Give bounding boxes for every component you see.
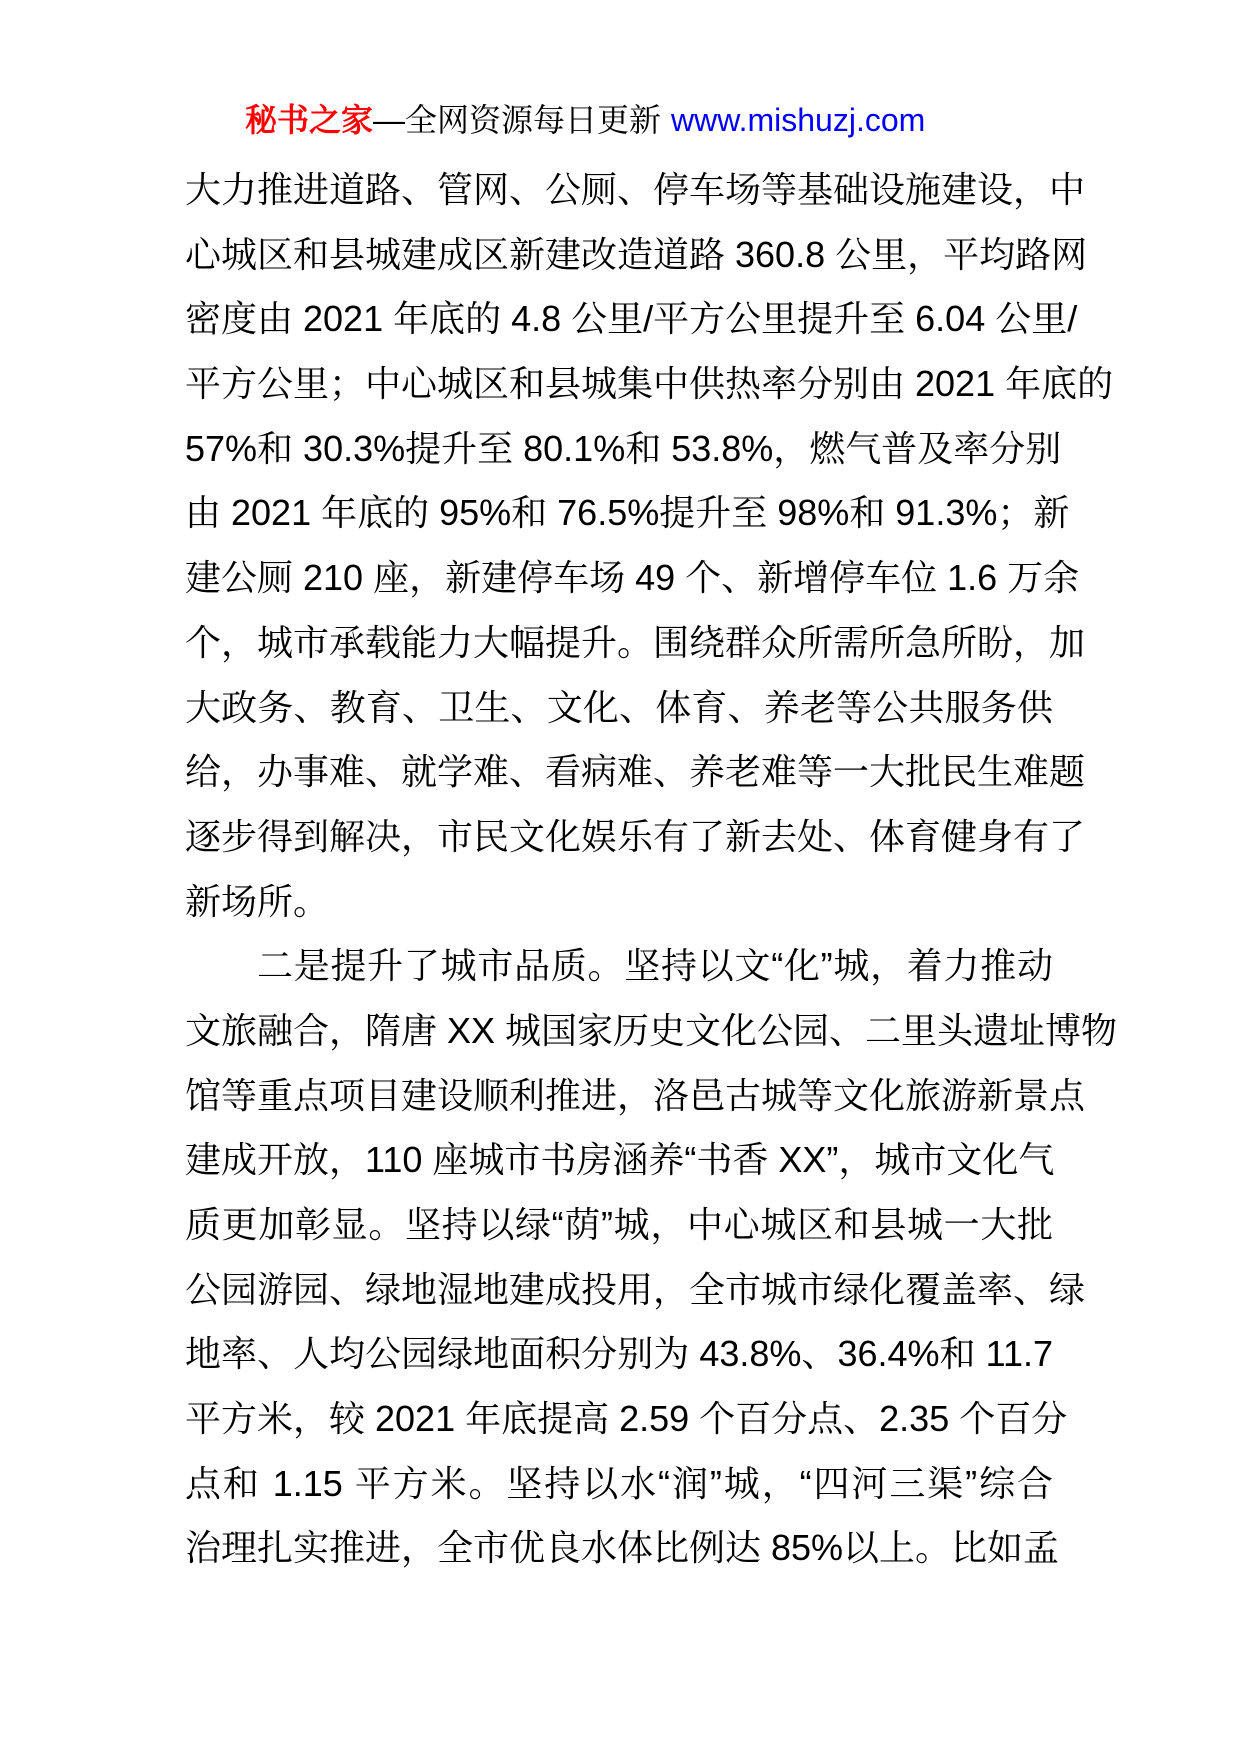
- text-line: 个，城市承载能力大幅提升。围绕群众所需所急所盼，加: [185, 621, 1086, 663]
- text-line: 质更加彰显。坚持以绿“荫”城，中心城区和县城一大批: [185, 1204, 1053, 1245]
- text-line: 大政务、教育、卫生、文化、体育、养老等公共服务供: [185, 686, 1053, 728]
- text-line: 心城区和县城建成区新建改造道路 360.8 公里，平均路网: [185, 233, 1088, 275]
- text-line: 建公厕 210 座，新建停车场 49 个、新增停车位 1.6 万余: [185, 557, 1080, 599]
- site-brand: 秘书之家: [245, 102, 374, 138]
- text-line: 给，办事难、就学难、看病难、养老难等一大批民生难题: [185, 751, 1086, 793]
- text-line: 二是提升了城市品质。坚持以文“化”城，着力推动: [257, 945, 1053, 987]
- text-line: 平方米，较 2021 年底提高 2.59 个百分点、2.35 个百分: [185, 1398, 1068, 1440]
- text-line: 馆等重点项目建设顺利推进，洛邑古城等文化旅游新景点: [185, 1074, 1086, 1116]
- paragraph: [185, 934, 1118, 1581]
- text-line: 新场所。: [185, 880, 330, 922]
- text-line: 密度由 2021 年底的 4.8 公里/平方公里提升至 6.04 公里/: [185, 298, 1078, 340]
- text-line: 由 2021 年底的 95%和 76.5%提升至 98%和 91.3%；新: [185, 492, 1070, 534]
- text-line: 建成开放，110 座城市书房涵养“书香 XX”，城市文化气: [185, 1139, 1055, 1181]
- text-line: 逐步得到解决，市民文化娱乐有了新去处、体育健身有了: [185, 815, 1086, 857]
- header-tagline: —全网资源每日更新: [373, 102, 662, 138]
- text-line: 大力推进道路、管网、公厕、停车场等基础设施建设，中: [185, 169, 1086, 210]
- paragraph: [185, 158, 1114, 934]
- text-line: 平方公里；中心城区和县城集中供热率分别由 2021 年底的: [185, 363, 1114, 405]
- text-line: 公园游园、绿地湿地建成投用，全市城市绿化覆盖率、绿: [185, 1268, 1086, 1310]
- document-body: [185, 158, 1118, 1581]
- text-line: 点和 1.15 平方米。坚持以水“润”城，“四河三渠”综合: [185, 1462, 1053, 1504]
- text-line: 治理扎实推进，全市优良水体比例达 85%以上。比如孟: [185, 1527, 1060, 1569]
- text-line: 地率、人均公园绿地面积分别为 43.8%、36.4%和 11.7: [185, 1333, 1053, 1375]
- page-header: [245, 100, 1055, 140]
- text-line: 文旅融合，隋唐 XX 城国家历史文化公园、二里头遗址博物: [185, 1009, 1118, 1051]
- text-line: 57%和 30.3%提升至 80.1%和 53.8%，燃气普及率分别: [185, 427, 1062, 469]
- site-url-link[interactable]: www.mishuzj.com: [671, 102, 926, 138]
